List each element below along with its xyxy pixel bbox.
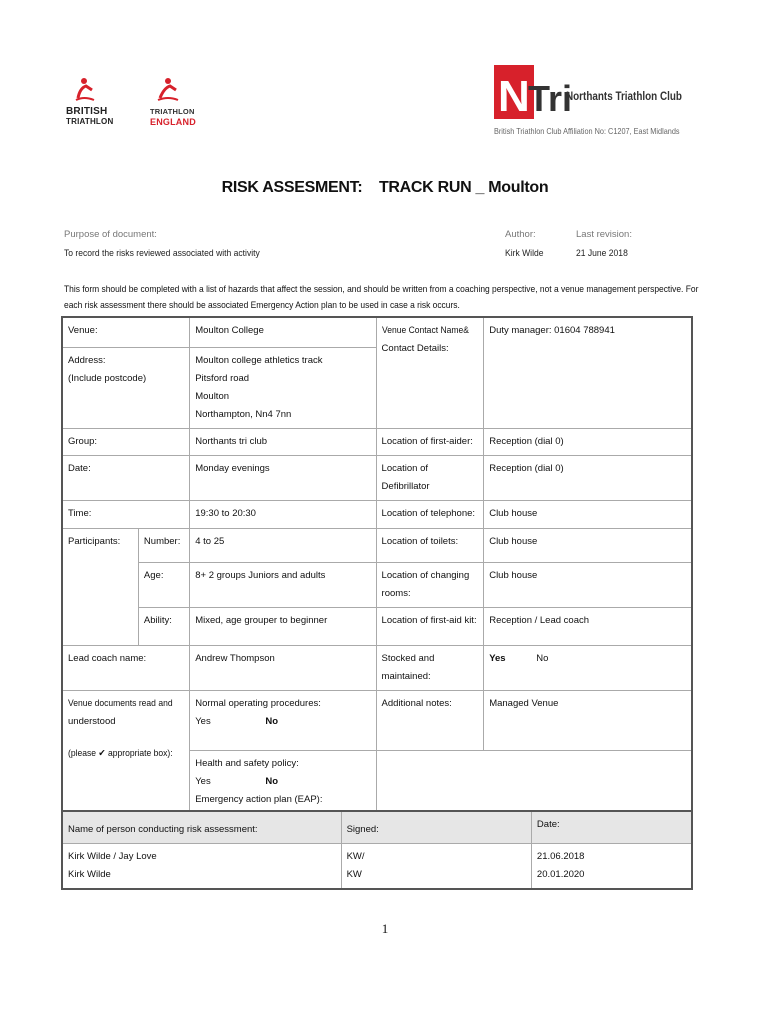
signoff-dates	[531, 843, 692, 889]
toilets-value: Club house	[484, 528, 692, 562]
nop-no[interactable]: No	[265, 715, 279, 727]
contact-label-1: Venue Contact Name&	[381, 325, 469, 336]
address-label-2: (Include postcode)	[68, 372, 147, 384]
signoff-signatures	[341, 843, 531, 889]
nop-cell	[190, 690, 376, 750]
firstaid-kit-label: Location of first-aid kit:	[376, 607, 484, 645]
stocked-no[interactable]: No	[536, 652, 549, 664]
notes-value: Managed Venue	[484, 690, 692, 750]
toilets-label: Location of toilets:	[376, 528, 484, 562]
address-value	[190, 347, 376, 428]
signoff-date-1: 21.06.2018	[536, 850, 585, 862]
address-line-1: Moulton college athletics track	[195, 354, 323, 366]
ability-label: Ability:	[138, 607, 189, 645]
triathlete-icon	[154, 76, 184, 102]
purpose-value: To record the risks reviewed associated with activity	[64, 248, 260, 259]
author-value: Kirk Wilde	[505, 248, 544, 259]
first-aider-value: Reception (dial 0)	[484, 428, 692, 455]
lead-coach-label: Lead coach name:	[62, 645, 190, 690]
northants-triathlon-logo	[494, 59, 682, 123]
author-label: Author:	[505, 229, 536, 240]
date-label: Date:	[62, 455, 190, 500]
firstaid-kit-value: Reception / Lead coach	[484, 607, 692, 645]
ntri-mark-icon	[494, 59, 573, 123]
page-title: RISK ASSESMENT: TRACK RUN _ Moulton	[221, 179, 549, 196]
signoff-table	[61, 810, 693, 890]
nop-label: Normal operating procedures:	[195, 697, 321, 709]
address-label-1: Address:	[68, 354, 106, 366]
docs-label-1: Venue documents read and	[68, 697, 173, 709]
british-triathlon-logo	[66, 76, 113, 127]
ability-value: Mixed, age grouper to beginner	[190, 607, 376, 645]
signoff-names	[62, 843, 341, 889]
signoff-date-2: 20.01.2020	[536, 868, 585, 880]
intro-paragraph: This form should be completed with a list of hazards that affect the session, and should be written from a coaching perspective, not a venue management perspective. For each risk assessment there should be associated Emergency Action plan to be used in case a risk occurs.	[64, 283, 699, 310]
eap-label: Emergency action plan (EAP):	[195, 793, 323, 805]
svg-text:N: N	[498, 72, 530, 121]
signoff-name-2: Kirk Wilde	[68, 868, 111, 880]
contact-label	[376, 317, 484, 428]
british-line1: BRITISH	[66, 106, 108, 117]
address-line-4: Northampton, Nn4 7nn	[195, 408, 292, 420]
defib-label: Location of Defibrillator	[376, 455, 484, 500]
number-label: Number:	[138, 528, 189, 562]
date-header: Date:	[531, 811, 692, 843]
address-line-2: Pitsford road	[195, 372, 250, 384]
british-line2: TRIATHLON	[66, 117, 114, 126]
docs-tick-label: (please ✔ appropriate box):	[68, 747, 173, 759]
venue-value: Moulton College	[190, 317, 376, 347]
eap-no[interactable]: No	[266, 811, 279, 823]
triathlete-icon	[72, 76, 102, 102]
hs-no[interactable]: No	[265, 775, 279, 787]
time-value: 19:30 to 20:30	[190, 500, 376, 528]
venue-label: Venue:	[62, 317, 190, 347]
contact-label-2: Contact Details:	[381, 343, 449, 354]
date-value: Monday evenings	[190, 455, 376, 500]
name-header: Name of person conducting risk assessment:	[62, 811, 341, 843]
signoff-signature-2: KW	[346, 868, 362, 880]
hs-label: Health and safety policy:	[195, 757, 299, 769]
hs-yes[interactable]: Yes	[195, 775, 211, 787]
notes-label: Additional notes:	[376, 690, 484, 750]
lead-coach-value: Andrew Thompson	[190, 645, 376, 690]
nop-yes[interactable]: Yes	[195, 715, 211, 727]
intro-text	[64, 281, 704, 312]
age-value: 8+ 2 groups Juniors and adults	[190, 562, 376, 607]
session-details-table	[61, 316, 693, 833]
revision-value: 21 June 2018	[576, 248, 628, 259]
triathlon-england-logo	[150, 76, 196, 127]
revision-label: Last revision:	[576, 229, 632, 240]
contact-value: Duty manager: 01604 788941	[484, 317, 692, 428]
stocked-yes[interactable]: Yes	[489, 652, 506, 664]
first-aider-label: Location of first-aider:	[376, 428, 484, 455]
england-line2: ENGLAND	[150, 117, 196, 127]
docs-label-2: understood	[68, 715, 116, 727]
telephone-label: Location of telephone:	[376, 500, 484, 528]
participants-label: Participants:	[62, 528, 138, 645]
group-label: Group:	[62, 428, 190, 455]
stocked-label: Stocked and maintained:	[376, 645, 484, 690]
affiliation-text: British Triathlon Club Affiliation No: C1207, East Midlands	[494, 126, 680, 136]
defib-value: Reception (dial 0)	[484, 455, 692, 500]
address-line-3: Moulton	[195, 390, 230, 402]
eap-yes[interactable]: Yes	[195, 811, 212, 823]
signed-header: Signed:	[341, 811, 531, 843]
page-number: 1	[381, 921, 389, 936]
club-name: Northants Triathlon Club	[566, 91, 682, 103]
signoff-name-1: Kirk Wilde / Jay Love	[68, 850, 157, 862]
group-value: Northants tri club	[190, 428, 376, 455]
number-value: 4 to 25	[190, 528, 376, 562]
purpose-label: Purpose of document:	[64, 229, 157, 240]
address-label	[62, 347, 190, 428]
england-line1: TRIATHLON	[150, 107, 195, 116]
changing-value: Club house	[484, 562, 692, 607]
age-label: Age:	[138, 562, 189, 607]
signoff-signature-1: KW/	[346, 850, 365, 862]
svg-text:Tri: Tri	[528, 78, 573, 119]
telephone-value: Club house	[484, 500, 692, 528]
stocked-value	[484, 645, 692, 690]
time-label: Time:	[62, 500, 190, 528]
changing-label: Location of changing rooms:	[376, 562, 484, 607]
